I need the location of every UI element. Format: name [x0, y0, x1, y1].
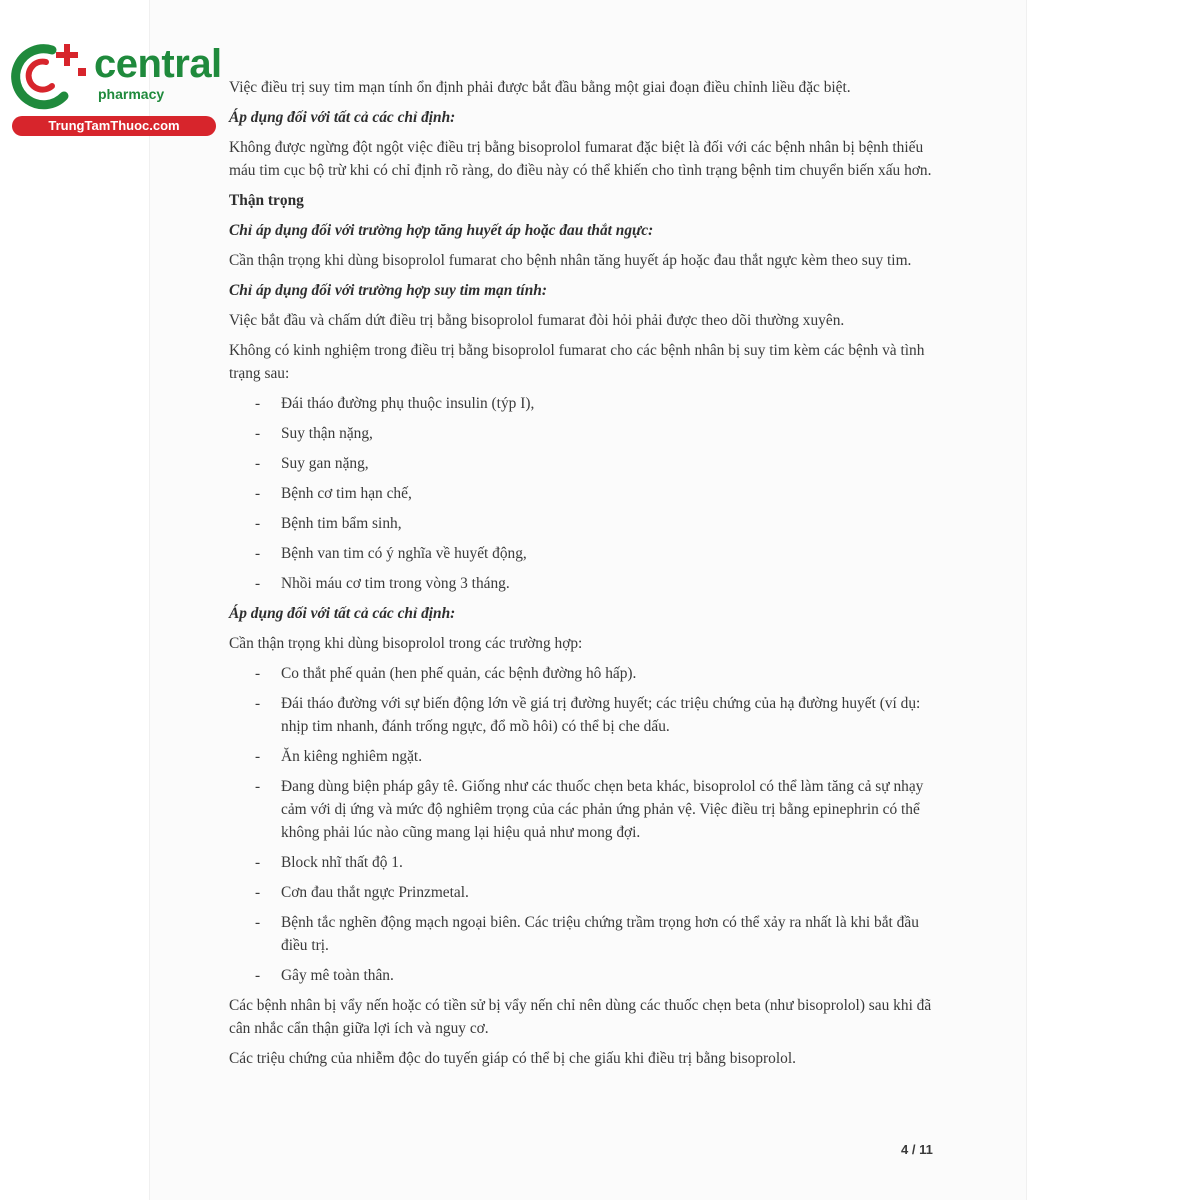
section-subheading: Chỉ áp dụng đối với trường hợp tăng huyết áp hoặc đau thắt ngực:	[229, 222, 654, 239]
condition-list	[229, 392, 945, 595]
caution-list	[229, 662, 945, 987]
list-item-text: Suy thận nặng,	[281, 425, 373, 442]
list-item: - Block nhĩ thất độ 1.	[255, 854, 403, 871]
list-item-text: Nhồi máu cơ tim trong vòng 3 tháng.	[281, 575, 510, 592]
section-subheading: Áp dụng đối với tất cả các chỉ định:	[229, 605, 456, 622]
logo-website-link[interactable]: TrungTamThuoc.com	[12, 116, 216, 136]
list-item: - Ăn kiêng nghiêm ngặt.	[255, 748, 423, 765]
list-item: - Bệnh cơ tim hạn chế,	[255, 485, 412, 502]
list-item: - Bệnh tắc nghẽn động mạch ngoại biên. Các triệu chứng trầm trọng hơn có thể xảy ra nhất là khi bắt đầu điều trị.	[255, 914, 919, 954]
paragraph: Các bệnh nhân bị vẩy nến hoặc có tiền sử bị vẩy nến chỉ nên dùng các thuốc chẹn beta (như bisoprolol) sau khi đã cân nhắc cẩn thận giữa lợi ích và nguy cơ.	[229, 997, 932, 1037]
list-item: - Suy thận nặng,	[255, 425, 373, 442]
list-item: - Bệnh van tim có ý nghĩa về huyết động,	[255, 545, 527, 562]
list-item: - Suy gan nặng,	[255, 455, 369, 472]
document-body	[229, 76, 945, 1077]
list-item-text: Đang dùng biện pháp gây tê. Giống như các thuốc chẹn beta khác, bisoprolol có thể làm tăng cả sự nhạy cảm với dị ứng và mức độ nghiêm trọng của các phản ứng phản vệ. Việc điều trị bằng epinephrin có thể không phải lúc nào cũng mang lại hiệu quả như mong đợi.	[281, 778, 924, 841]
list-item: - Nhồi máu cơ tim trong vòng 3 tháng.	[255, 575, 510, 592]
list-item-text: Bệnh cơ tim hạn chế,	[281, 485, 412, 502]
list-item-text: Bệnh tim bẩm sinh,	[281, 515, 402, 532]
list-item-text: Đái tháo đường phụ thuộc insulin (týp I),	[281, 395, 535, 412]
list-item: - Co thắt phế quản (hen phế quản, các bệnh đường hô hấp).	[255, 665, 637, 682]
list-item-text: Block nhĩ thất độ 1.	[281, 854, 403, 871]
paragraph: Cần thận trọng khi dùng bisoprolol trong các trường hợp:	[229, 635, 583, 652]
section-subheading: Chỉ áp dụng đối với trường hợp suy tim mạn tính:	[229, 282, 547, 299]
list-item: - Cơn đau thắt ngực Prinzmetal.	[255, 884, 469, 901]
list-item: - Đái tháo đường với sự biến động lớn về giá trị đường huyết; các triệu chứng của hạ đường huyết (ví dụ: nhịp tim nhanh, đánh trống ngực, đổ mồ hôi) có thể bị che dấu.	[255, 695, 921, 735]
section-heading: Thận trọng	[229, 192, 304, 209]
paragraph: Cần thận trọng khi dùng bisoprolol fumarat cho bệnh nhân tăng huyết áp hoặc đau thắt ngực kèm theo suy tim.	[229, 252, 912, 269]
brand-logo[interactable]	[8, 38, 222, 138]
list-item: - Gây mê toàn thân.	[255, 967, 394, 984]
list-item: - Đang dùng biện pháp gây tê. Giống như các thuốc chẹn beta khác, bisoprolol có thể làm tăng cả sự nhạy cảm với dị ứng và mức độ nghiêm trọng của các phản ứng phản vệ. Việc điều trị bằng epinephrin có thể không phải lúc nào cũng mang lại hiệu quả như mong đợi.	[255, 778, 924, 841]
list-item-text: Ăn kiêng nghiêm ngặt.	[281, 748, 423, 765]
paragraph: Việc điều trị suy tim mạn tính ổn định phải được bắt đầu bằng một giai đoạn điều chỉnh liều đặc biệt.	[229, 79, 851, 96]
paragraph: Việc bắt đầu và chấm dứt điều trị bằng bisoprolol fumarat đòi hỏi phải được theo dõi thường xuyên.	[229, 312, 845, 329]
list-item: - Đái tháo đường phụ thuộc insulin (týp I),	[255, 395, 535, 412]
list-item-text: Đái tháo đường với sự biến động lớn về giá trị đường huyết; các triệu chứng của hạ đường huyết (ví dụ: nhịp tim nhanh, đánh trống ngực, đổ mồ hôi) có thể bị che dấu.	[281, 695, 921, 735]
paragraph: Không được ngừng đột ngột việc điều trị bằng bisoprolol fumarat đặc biệt là đối với các bệnh nhân bị bệnh thiếu máu tim cục bộ trừ khi có chỉ định rõ ràng, do điều này có thể khiến cho tình trạng bệnh tim chuyển biến xấu hơn.	[229, 139, 932, 179]
list-item-text: Bệnh van tim có ý nghĩa về huyết động,	[281, 545, 527, 562]
section-subheading: Áp dụng đối với tất cả các chỉ định:	[229, 109, 456, 126]
list-item-text: Gây mê toàn thân.	[281, 967, 394, 984]
page-number: 4 / 11	[901, 1142, 933, 1157]
list-item-text: Cơn đau thắt ngực Prinzmetal.	[281, 884, 469, 901]
logo-subtitle: pharmacy	[98, 86, 165, 102]
list-item-text: Bệnh tắc nghẽn động mạch ngoại biên. Các triệu chứng trầm trọng hơn có thể xảy ra nhất là khi bắt đầu điều trị.	[281, 914, 919, 954]
paragraph: Không có kinh nghiệm trong điều trị bằng bisoprolol fumarat cho các bệnh nhân bị suy tim kèm các bệnh và tình trạng sau:	[229, 342, 925, 382]
pharmacy-cross-icon	[8, 38, 92, 112]
paragraph: Các triệu chứng của nhiễm độc do tuyến giáp có thể bị che giấu khi điều trị bằng bisoprolol.	[229, 1050, 796, 1067]
logo-wordmark: central	[94, 42, 222, 86]
list-item: - Bệnh tim bẩm sinh,	[255, 515, 402, 532]
list-item-text: Suy gan nặng,	[281, 455, 369, 472]
list-item-text: Co thắt phế quản (hen phế quản, các bệnh đường hô hấp).	[281, 665, 637, 682]
